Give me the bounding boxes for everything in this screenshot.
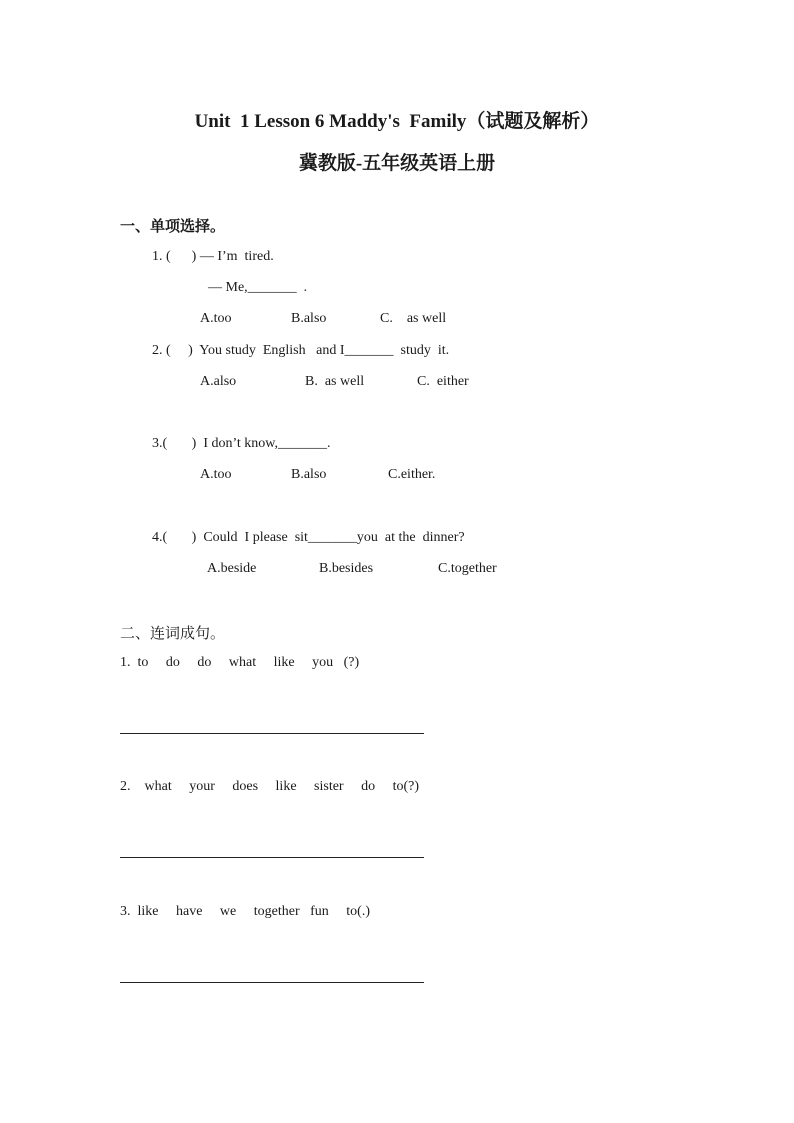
answer-line-1 <box>120 733 424 734</box>
question-1-reply: — Me,_______ . <box>208 280 308 295</box>
question-4-option-c: C.together <box>438 561 497 576</box>
question-1-option-c: C. as well <box>380 311 447 326</box>
title-line-1: Unit 1 Lesson 6 Maddy's Family（试题及解析） <box>194 111 600 132</box>
question-3-stem: 3.( ) I don’t know,_______. <box>152 436 331 451</box>
question-1-stem: 1. ( ) — I’m tired. <box>152 249 274 264</box>
reorder-item-2: 2. what your does like sister do to(?) <box>120 779 420 794</box>
question-2-option-b: B. as well <box>305 374 365 389</box>
answer-line-3 <box>120 982 424 983</box>
question-2-stem: 2. ( ) You study English and I_______ study it. <box>152 343 450 358</box>
question-1-option-b: B.also <box>291 311 327 326</box>
section-2-heading: 二、连词成句。 <box>120 626 226 642</box>
question-1-option-a: A.too <box>200 311 232 326</box>
reorder-item-1: 1. to do do what like you (?) <box>120 655 360 670</box>
question-2-option-c: C. either <box>417 374 469 389</box>
question-4-stem: 4.( ) Could I please sit_______you at the dinner? <box>152 530 465 545</box>
question-3-option-a: A.too <box>200 467 232 482</box>
reorder-item-3: 3. like have we together fun to(.) <box>120 904 370 919</box>
title-line-2: 冀教版-五年级英语上册 <box>298 153 496 174</box>
answer-line-2 <box>120 857 424 858</box>
question-4-option-a: A.beside <box>207 561 257 576</box>
question-4-option-b: B.besides <box>319 561 374 576</box>
section-1-heading: 一、单项选择。 <box>120 219 226 235</box>
question-3-option-c: C.either. <box>388 467 436 482</box>
question-2-option-a: A.also <box>200 374 237 389</box>
question-3-option-b: B.also <box>291 467 327 482</box>
